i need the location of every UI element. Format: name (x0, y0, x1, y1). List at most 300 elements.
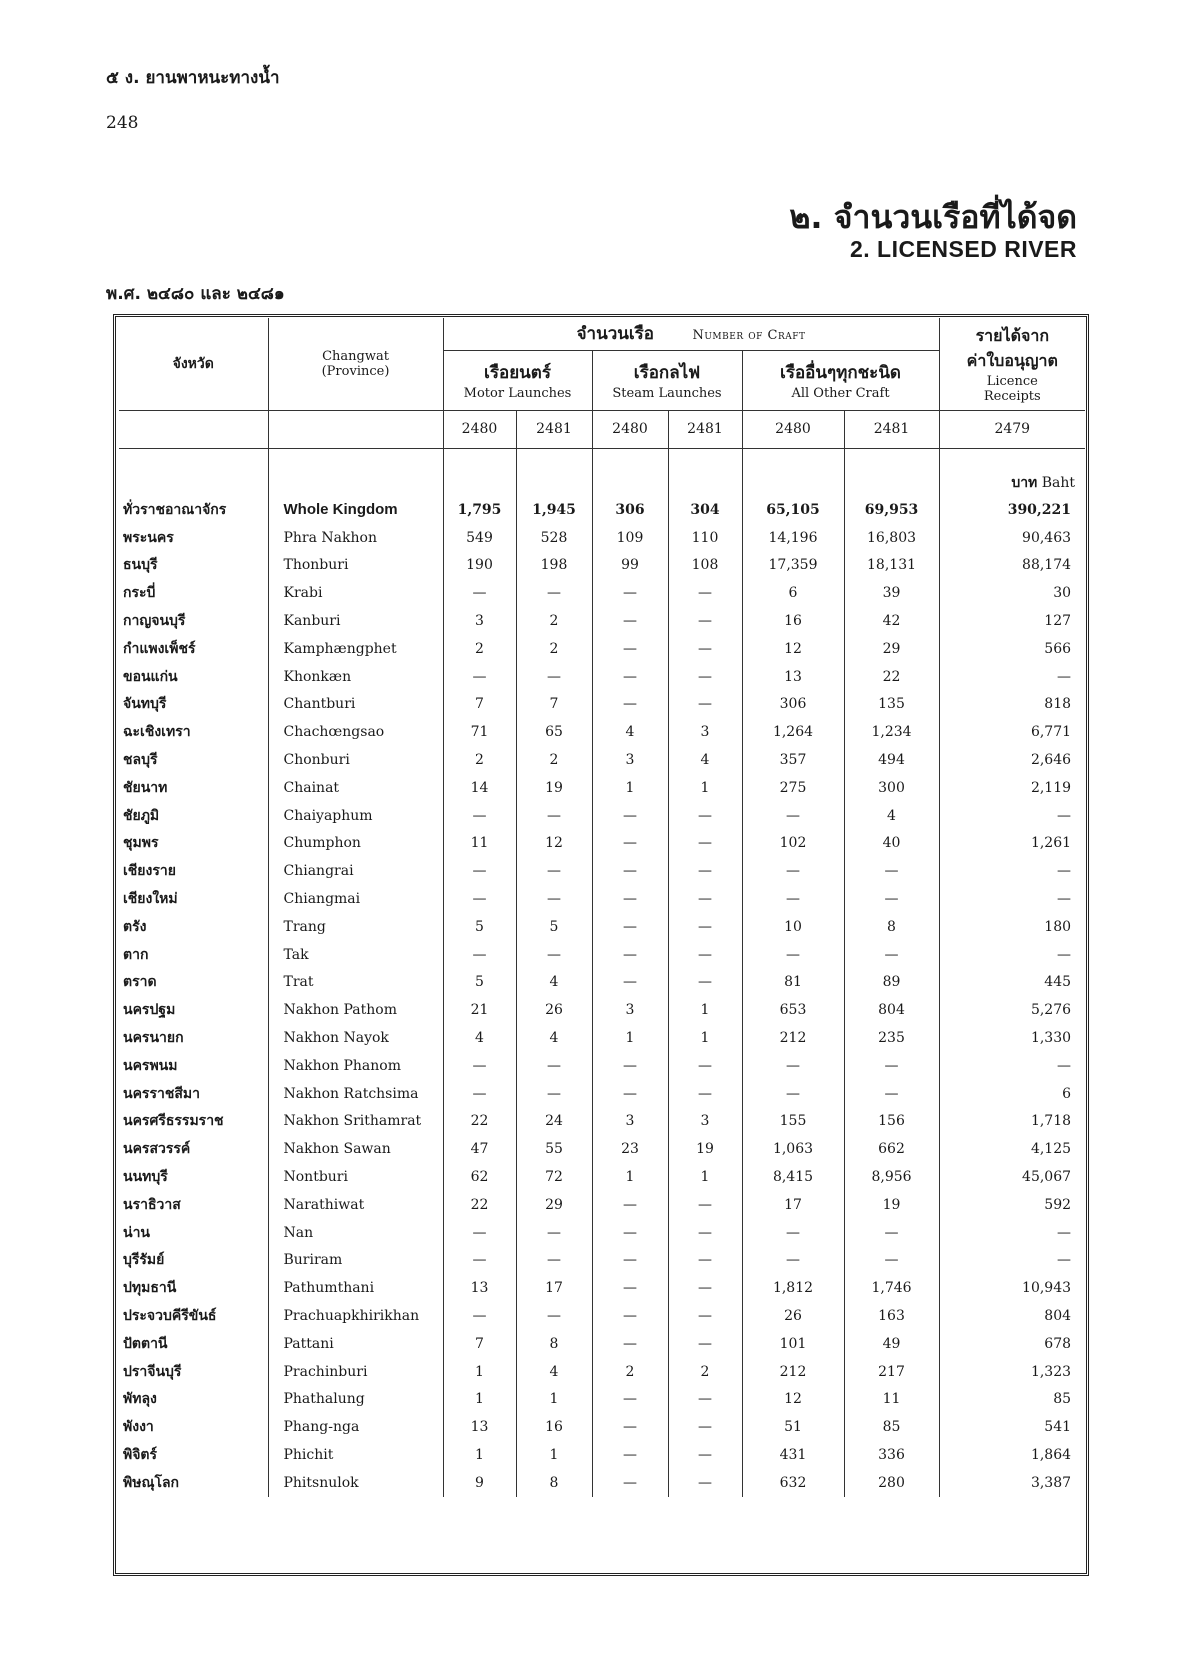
province-english-name: Pathumthani (268, 1274, 443, 1302)
cell-steam-2480: 306 (592, 496, 668, 524)
province-thai-name: เชียงราย (123, 863, 176, 880)
table-row (119, 607, 1085, 635)
cell-motor-2481: 2 (516, 635, 592, 663)
cell-licence-receipts: 541 (939, 1413, 1085, 1441)
province-english-name: Phitsnulok (268, 1469, 443, 1497)
cell-steam-2480: 99 (592, 552, 668, 580)
province-english-name: Kamphængphet (268, 635, 443, 663)
province-english-name: Khonkæn (268, 663, 443, 691)
province-thai-name: ชุมพร (123, 835, 159, 852)
cell-licence-receipts: — (939, 885, 1085, 913)
province-thai-name: ปทุมธานี (123, 1280, 177, 1297)
province-english-name: Nontburi (268, 1163, 443, 1191)
cell-motor-2480: — (443, 941, 516, 969)
table-row (119, 1219, 1085, 1247)
cell-steam-2480: — (592, 1386, 668, 1414)
province-thai-name: พระนคร (123, 529, 174, 546)
cell-motor-2481: — (516, 1052, 592, 1080)
table-row (119, 579, 1085, 607)
cell-licence-receipts: 30 (939, 579, 1085, 607)
province-thai-name: ประจวบคีรีขันธ์ (123, 1308, 217, 1324)
province-thai-name: ปราจีนบุรี (123, 1363, 182, 1380)
cell-steam-2481: — (668, 635, 742, 663)
cell-licence-receipts: 45,067 (939, 1163, 1085, 1191)
province-thai-name: พิษณุโลก (123, 1474, 180, 1491)
table-row (119, 691, 1085, 719)
cell-motor-2481: — (516, 1219, 592, 1247)
cell-steam-2481: 3 (668, 1108, 742, 1136)
cell-steam-2480: 3 (592, 1108, 668, 1136)
table-row (119, 524, 1085, 552)
cell-other-2480: 212 (742, 1358, 844, 1386)
table-row (119, 1135, 1085, 1163)
cell-licence-receipts: 804 (939, 1302, 1085, 1330)
cell-steam-2481: — (668, 1191, 742, 1219)
province-english-name: Nakhon Srithamrat (268, 1108, 443, 1136)
cell-steam-2481: — (668, 969, 742, 997)
cell-licence-receipts: — (939, 663, 1085, 691)
cell-licence-receipts: 127 (939, 607, 1085, 635)
table-row (119, 1274, 1085, 1302)
cell-other-2480: 431 (742, 1441, 844, 1469)
cell-licence-receipts: — (939, 1219, 1085, 1247)
cell-steam-2480: — (592, 1080, 668, 1108)
cell-other-2481: 85 (844, 1413, 939, 1441)
province-english-name: Phang-nga (268, 1413, 443, 1441)
province-thai-name: ธนบุรี (123, 557, 158, 574)
cell-other-2480: — (742, 802, 844, 830)
cell-other-2480: 16 (742, 607, 844, 635)
cell-steam-2480: — (592, 1441, 668, 1469)
cell-steam-2481: — (668, 607, 742, 635)
cell-motor-2481: 72 (516, 1163, 592, 1191)
cell-steam-2480: 1 (592, 1024, 668, 1052)
header-year-steam-2480: 2480 (592, 410, 668, 448)
province-thai-name: นราธิวาส (123, 1196, 181, 1213)
cell-other-2481: 40 (844, 830, 939, 858)
table-row (119, 1386, 1085, 1414)
cell-licence-receipts: — (939, 941, 1085, 969)
province-thai-name: ชัยภูมิ (123, 807, 160, 824)
cell-other-2481: — (844, 885, 939, 913)
cell-motor-2481: 198 (516, 552, 592, 580)
cell-motor-2480: — (443, 885, 516, 913)
province-thai-name: ตาก (123, 946, 149, 963)
province-thai-name: ทั่วราชอาณาจักร (123, 501, 227, 518)
province-thai-name: กำแพงเพ็ชร์ (123, 640, 196, 657)
cell-other-2480: 212 (742, 1024, 844, 1052)
cell-licence-receipts: — (939, 857, 1085, 885)
cell-other-2480: — (742, 1080, 844, 1108)
cell-licence-receipts: — (939, 802, 1085, 830)
cell-motor-2481: 4 (516, 1024, 592, 1052)
table-row (119, 1108, 1085, 1136)
province-english-name: Nakhon Nayok (268, 1024, 443, 1052)
header-steam-thai: เรือกลไฟ (633, 363, 701, 383)
cell-other-2481: 39 (844, 579, 939, 607)
province-thai-name: จันทบุรี (123, 696, 167, 713)
cell-steam-2481: — (668, 885, 742, 913)
cell-motor-2481: 4 (516, 1358, 592, 1386)
province-thai-name: นครพนม (123, 1057, 178, 1074)
header-year-other-2480: 2480 (742, 410, 844, 448)
cell-steam-2481: 2 (668, 1358, 742, 1386)
header-craft-thai: จำนวนเรือ (576, 324, 655, 345)
cell-other-2480: 306 (742, 691, 844, 719)
cell-steam-2480: — (592, 663, 668, 691)
cell-licence-receipts: — (939, 1052, 1085, 1080)
cell-other-2480: 12 (742, 1386, 844, 1414)
province-english-name: Nan (268, 1219, 443, 1247)
province-english-name: Tak (268, 941, 443, 969)
unit-spacer (668, 448, 742, 496)
cell-steam-2481: — (668, 1274, 742, 1302)
cell-licence-receipts: 592 (939, 1191, 1085, 1219)
cell-other-2480: 12 (742, 635, 844, 663)
cell-other-2480: 13 (742, 663, 844, 691)
cell-steam-2481: 3 (668, 718, 742, 746)
province-thai-name: ตรัง (123, 918, 147, 935)
cell-other-2481: 4 (844, 802, 939, 830)
cell-other-2481: 1,234 (844, 718, 939, 746)
unit-english: Baht (1041, 475, 1076, 491)
cell-steam-2480: — (592, 635, 668, 663)
province-english-name: Prachinburi (268, 1358, 443, 1386)
cell-motor-2481: 7 (516, 691, 592, 719)
cell-steam-2480: 23 (592, 1135, 668, 1163)
cell-motor-2480: — (443, 1219, 516, 1247)
cell-motor-2480: 22 (443, 1191, 516, 1219)
cell-other-2480: — (742, 1219, 844, 1247)
cell-steam-2480: — (592, 802, 668, 830)
cell-motor-2480: 1 (443, 1358, 516, 1386)
header-other-craft (742, 350, 939, 410)
page-number: 248 (106, 113, 139, 133)
cell-motor-2481: — (516, 1080, 592, 1108)
cell-other-2481: 336 (844, 1441, 939, 1469)
table-row (119, 857, 1085, 885)
province-thai-name: นครสวรรค์ (123, 1141, 191, 1158)
cell-other-2481: 804 (844, 996, 939, 1024)
cell-steam-2481: 1 (668, 1163, 742, 1191)
cell-other-2480: — (742, 885, 844, 913)
cell-steam-2481: 1 (668, 774, 742, 802)
header-number-of-craft (443, 318, 939, 350)
cell-steam-2480: — (592, 885, 668, 913)
header-province-en-2: (Province) (321, 363, 390, 379)
unit-spacer (443, 448, 516, 496)
cell-motor-2480: 2 (443, 635, 516, 663)
province-english-name: Chantburi (268, 691, 443, 719)
cell-other-2480: 101 (742, 1330, 844, 1358)
cell-other-2480: 275 (742, 774, 844, 802)
province-thai-name: กระบี่ (123, 585, 156, 602)
cell-steam-2480: — (592, 830, 668, 858)
cell-motor-2481: — (516, 941, 592, 969)
table-row (119, 1024, 1085, 1052)
cell-other-2480: 653 (742, 996, 844, 1024)
cell-licence-receipts: 678 (939, 1330, 1085, 1358)
cell-motor-2481: — (516, 579, 592, 607)
cell-steam-2480: — (592, 913, 668, 941)
cell-other-2481: 69,953 (844, 496, 939, 524)
cell-steam-2481: — (668, 1080, 742, 1108)
cell-steam-2480: 1 (592, 774, 668, 802)
cell-motor-2480: 9 (443, 1469, 516, 1497)
cell-steam-2481: 1 (668, 996, 742, 1024)
cell-licence-receipts: 4,125 (939, 1135, 1085, 1163)
province-thai-name: นครนายก (123, 1030, 184, 1047)
cell-motor-2481: 16 (516, 1413, 592, 1441)
cell-other-2481: — (844, 1219, 939, 1247)
cell-motor-2481: — (516, 1247, 592, 1275)
section-header: ๕ ง. ยานพาหนะทางน้ำ (106, 68, 280, 88)
cell-other-2480: — (742, 857, 844, 885)
cell-licence-receipts: 2,119 (939, 774, 1085, 802)
cell-motor-2481: 528 (516, 524, 592, 552)
province-thai-name: นนทบุรี (123, 1169, 168, 1186)
table-title-thai: ๒. จำนวนเรือที่ได้จด (789, 198, 1077, 236)
cell-motor-2480: 22 (443, 1108, 516, 1136)
cell-motor-2481: 55 (516, 1135, 592, 1163)
cell-steam-2481: 110 (668, 524, 742, 552)
cell-motor-2481: 1 (516, 1386, 592, 1414)
cell-other-2481: 49 (844, 1330, 939, 1358)
header-province-thai: จังหวัด (119, 318, 268, 410)
year-caption: พ.ศ. ๒๔๘๐ และ ๒๔๘๑ (106, 284, 285, 304)
cell-other-2481: — (844, 1080, 939, 1108)
cell-steam-2481: — (668, 691, 742, 719)
header-motor-thai: เรือยนตร์ (484, 363, 551, 383)
cell-other-2480: 10 (742, 913, 844, 941)
cell-other-2481: 11 (844, 1386, 939, 1414)
cell-steam-2480: — (592, 607, 668, 635)
province-thai-name: นครศรีธรรมราช (123, 1113, 224, 1130)
cell-motor-2481: 17 (516, 1274, 592, 1302)
cell-motor-2481: — (516, 885, 592, 913)
cell-steam-2481: 304 (668, 496, 742, 524)
province-english-name: Phichit (268, 1441, 443, 1469)
cell-motor-2480: 13 (443, 1413, 516, 1441)
unit-label (939, 448, 1085, 496)
cell-other-2480: — (742, 941, 844, 969)
cell-motor-2480: — (443, 802, 516, 830)
cell-other-2480: 14,196 (742, 524, 844, 552)
province-thai-name: บุรีรัมย์ (123, 1252, 165, 1269)
cell-motor-2480: 7 (443, 691, 516, 719)
cell-steam-2481: — (668, 913, 742, 941)
unit-spacer (119, 448, 268, 496)
header-licence-thai-1: รายได้จาก (975, 325, 1049, 345)
table-row (119, 1358, 1085, 1386)
cell-motor-2481: 12 (516, 830, 592, 858)
cell-other-2481: 42 (844, 607, 939, 635)
cell-motor-2480: 1,795 (443, 496, 516, 524)
cell-licence-receipts: 1,718 (939, 1108, 1085, 1136)
province-thai-name: ฉะเชิงเทรา (123, 724, 191, 741)
cell-steam-2480: 3 (592, 996, 668, 1024)
cell-motor-2481: — (516, 802, 592, 830)
cell-motor-2481: 2 (516, 746, 592, 774)
province-english-name: Chiangrai (268, 857, 443, 885)
header-year-motor-2481: 2481 (516, 410, 592, 448)
cell-motor-2481: 1,945 (516, 496, 592, 524)
province-english-name: Krabi (268, 579, 443, 607)
cell-other-2481: 156 (844, 1108, 939, 1136)
table-row (119, 1441, 1085, 1469)
province-english-name: Trang (268, 913, 443, 941)
province-english-name: Chiangmai (268, 885, 443, 913)
header-motor-launches (443, 350, 592, 410)
cell-steam-2481: — (668, 1052, 742, 1080)
cell-steam-2481: — (668, 802, 742, 830)
province-english-name: Whole Kingdom (268, 496, 443, 524)
cell-steam-2480: — (592, 1469, 668, 1497)
cell-steam-2480: — (592, 1274, 668, 1302)
table-row (119, 663, 1085, 691)
cell-licence-receipts: 5,276 (939, 996, 1085, 1024)
cell-steam-2480: — (592, 1247, 668, 1275)
header-steam-launches (592, 350, 742, 410)
cell-steam-2480: 2 (592, 1358, 668, 1386)
cell-steam-2480: — (592, 1413, 668, 1441)
cell-other-2481: 22 (844, 663, 939, 691)
cell-motor-2481: 1 (516, 1441, 592, 1469)
cell-motor-2481: 8 (516, 1330, 592, 1358)
header-licence-receipts (939, 318, 1085, 410)
cell-licence-receipts: 445 (939, 969, 1085, 997)
cell-steam-2480: 3 (592, 746, 668, 774)
cell-motor-2480: — (443, 579, 516, 607)
header-year-spacer (268, 410, 443, 448)
cell-other-2480: 17,359 (742, 552, 844, 580)
licensed-craft-table (119, 318, 1085, 1497)
cell-steam-2480: — (592, 1302, 668, 1330)
cell-other-2480: 1,812 (742, 1274, 844, 1302)
header-province-english (268, 318, 443, 410)
table-row (119, 1469, 1085, 1497)
cell-other-2481: — (844, 1247, 939, 1275)
cell-other-2480: — (742, 1052, 844, 1080)
cell-steam-2480: 1 (592, 1163, 668, 1191)
header-year-motor-2480: 2480 (443, 410, 516, 448)
cell-motor-2480: — (443, 1247, 516, 1275)
province-thai-name: นครราชสีมา (123, 1085, 200, 1102)
cell-licence-receipts: 85 (939, 1386, 1085, 1414)
cell-steam-2480: 4 (592, 718, 668, 746)
cell-licence-receipts: 1,864 (939, 1441, 1085, 1469)
table-row (119, 1413, 1085, 1441)
cell-motor-2480: — (443, 1052, 516, 1080)
unit-spacer (592, 448, 668, 496)
table-row (119, 1302, 1085, 1330)
cell-motor-2480: 3 (443, 607, 516, 635)
table-title-english: 2. LICENSED RIVER (849, 236, 1077, 262)
cell-other-2481: 662 (844, 1135, 939, 1163)
table-row (119, 1163, 1085, 1191)
cell-motor-2480: 13 (443, 1274, 516, 1302)
province-english-name: Chachœngsao (268, 718, 443, 746)
cell-licence-receipts: 1,330 (939, 1024, 1085, 1052)
cell-motor-2480: 21 (443, 996, 516, 1024)
table-row (119, 885, 1085, 913)
cell-licence-receipts: 3,387 (939, 1469, 1085, 1497)
cell-steam-2481: — (668, 857, 742, 885)
table-row (119, 1247, 1085, 1275)
province-thai-name: ตราด (123, 974, 157, 991)
cell-motor-2481: 24 (516, 1108, 592, 1136)
table-row (119, 1080, 1085, 1108)
header-licence-en-2: Receipts (983, 388, 1041, 404)
province-english-name: Trat (268, 969, 443, 997)
cell-other-2480: 155 (742, 1108, 844, 1136)
province-thai-name: ชัยนาท (123, 779, 168, 796)
header-craft-english: Number of Craft (692, 328, 806, 344)
cell-motor-2481: — (516, 1302, 592, 1330)
cell-other-2480: 81 (742, 969, 844, 997)
cell-motor-2480: 5 (443, 913, 516, 941)
province-thai-name: พิจิตร์ (123, 1446, 158, 1463)
cell-steam-2481: 19 (668, 1135, 742, 1163)
header-year-steam-2481: 2481 (668, 410, 742, 448)
cell-other-2480: 51 (742, 1413, 844, 1441)
cell-motor-2481: — (516, 663, 592, 691)
header-province-en-1: Changwat (322, 348, 389, 364)
province-english-name: Nakhon Pathom (268, 996, 443, 1024)
header-steam-english: Steam Launches (612, 386, 722, 401)
table-row (119, 802, 1085, 830)
cell-steam-2480: — (592, 1330, 668, 1358)
table-row (119, 1052, 1085, 1080)
table-row (119, 774, 1085, 802)
province-english-name: Nakhon Ratchsima (268, 1080, 443, 1108)
cell-steam-2481: — (668, 1413, 742, 1441)
cell-steam-2481: — (668, 663, 742, 691)
cell-other-2480: 1,264 (742, 718, 844, 746)
cell-other-2481: 163 (844, 1302, 939, 1330)
cell-steam-2481: — (668, 1219, 742, 1247)
cell-steam-2481: — (668, 579, 742, 607)
province-thai-name: ชลบุรี (123, 752, 158, 769)
cell-steam-2480: — (592, 1219, 668, 1247)
cell-steam-2480: 109 (592, 524, 668, 552)
cell-motor-2481: 29 (516, 1191, 592, 1219)
cell-steam-2480: — (592, 1191, 668, 1219)
cell-other-2481: — (844, 1052, 939, 1080)
province-english-name: Chaiyaphum (268, 802, 443, 830)
table-row (119, 913, 1085, 941)
province-english-name: Buriram (268, 1247, 443, 1275)
cell-motor-2481: 26 (516, 996, 592, 1024)
cell-licence-receipts: 10,943 (939, 1274, 1085, 1302)
cell-steam-2481: — (668, 830, 742, 858)
table-row-total (119, 496, 1085, 524)
table-row (119, 552, 1085, 580)
cell-other-2481: 16,803 (844, 524, 939, 552)
header-year-other-2481: 2481 (844, 410, 939, 448)
cell-steam-2481: — (668, 941, 742, 969)
cell-motor-2480: 71 (443, 718, 516, 746)
cell-motor-2480: 14 (443, 774, 516, 802)
province-thai-name: ขอนแก่น (123, 668, 178, 685)
cell-other-2480: 632 (742, 1469, 844, 1497)
cell-other-2481: 19 (844, 1191, 939, 1219)
header-licence-en-1: Licence (986, 373, 1038, 389)
cell-motor-2481: 8 (516, 1469, 592, 1497)
cell-steam-2481: — (668, 1302, 742, 1330)
cell-motor-2481: 19 (516, 774, 592, 802)
cell-licence-receipts: 566 (939, 635, 1085, 663)
